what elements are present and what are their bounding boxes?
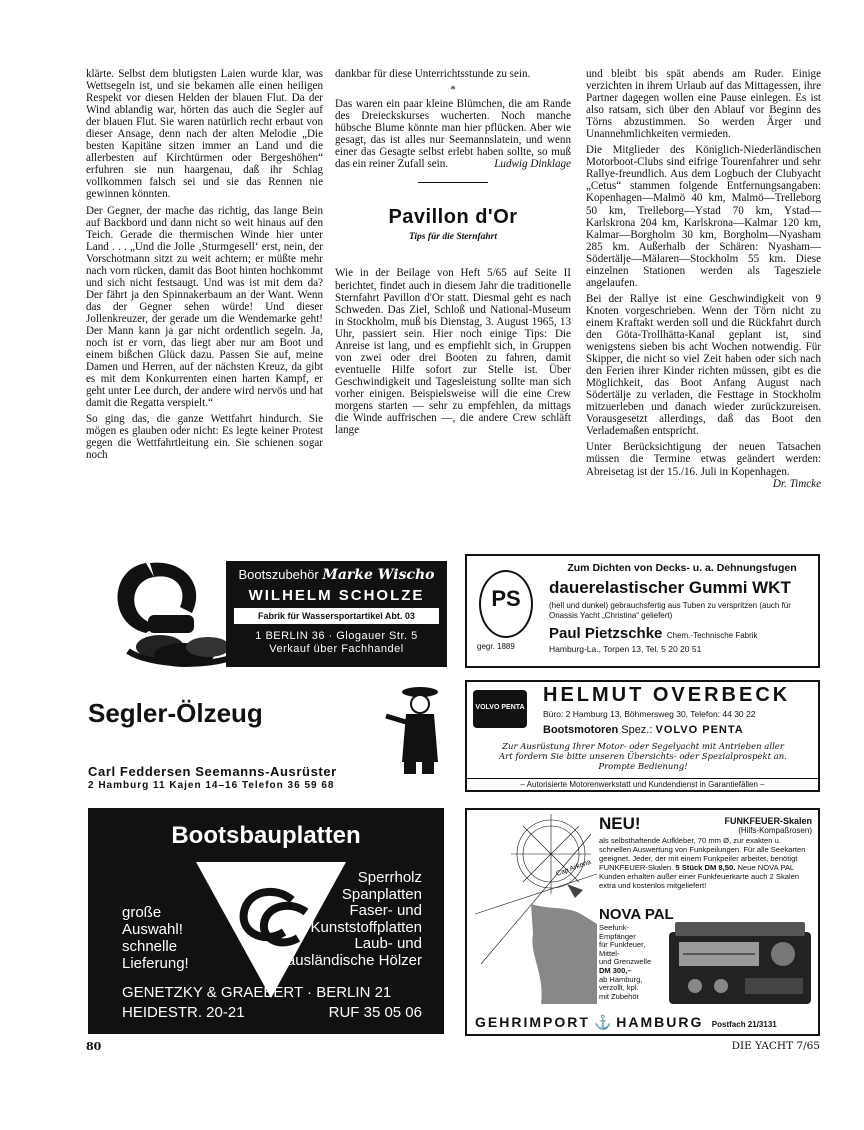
right-line: Sperrholz [357,869,422,886]
journal-issue: DIE YACHT 7/65 [731,1040,820,1052]
spec-price: DM 300,– [599,965,632,975]
pietzschke-headline: dauerelastischer Gummi WKT [549,578,791,597]
left-line: schnelle [122,938,178,955]
genetzky-phone: RUF 35 05 06 [328,1004,422,1021]
genetzky-firm: GENETZKY & GRAEBERT · BERLIN 21 [122,984,392,1001]
pietzschke-founded: gegr. 1889 [477,642,515,651]
ad-carl-feddersen [88,684,446,796]
section-separator-star: * [450,84,456,97]
right-line: ausländische Hölzer [286,951,422,969]
gehrimport-neu: NEU! [599,814,641,833]
nova-pal-spec [599,924,651,1001]
spec-line: verzollt, kpl. [599,983,639,993]
paragraph-text: Unter Berücksichtigung der neuen Tatsachen müssen die Termine etwas geändert werden: Abreisetag ist der 15./16. Juli in Kopenhagen. [586,441,821,478]
overbeck-description [473,742,813,772]
spec-line: mit Zubehör [599,991,640,1001]
sailor-figure [384,684,444,776]
ad-paul-pietzschke [465,554,820,668]
spec-line: Seefunk- [599,923,630,932]
pietzschke-logo [479,570,533,638]
scholze-address: 1 BERLIN 36 · Glogauer Str. 5 [255,630,418,642]
genetzky-left-text [122,904,189,972]
author-signature: Ludwig Dinklage [494,158,571,171]
page-number: 80 [86,1040,102,1053]
spec-line: ab Hamburg, [599,974,643,984]
scholze-subline: Fabrik für Wassersportartikel Abt. 03 [234,608,439,624]
overbeck-spez: Spez.: [621,724,653,736]
right-line: Kunststoffplatten [310,918,422,936]
scholze-sales-note: Verkauf über Fachhandel [269,643,404,655]
ad-gehrimport [465,808,820,1036]
paragraph [586,441,821,490]
article-subtitle: Tips für die Sternfahrt [408,232,498,243]
feddersen-name: Carl Feddersen Seemanns-Ausrüster [88,764,337,779]
ad-genetzky-graebert [88,808,444,1034]
article-column-3 [586,68,821,490]
overbeck-footnote: – Autorisierte Motorenwerkstatt und Kundendienst in Garantiefällen – [467,778,818,789]
paragraph: Bei der Rallye ist eine Geschwindigkeit von 9 Knoten vorgeschrieben. Wenn der Törn nicht zu einem Kraftakt werden soll und die Rückfahrt durch den Göta-Trollhätta-Kanal geplant ist, sind wenigstens sieben bis acht Wochen notwendig. Für Skipper, die nicht so viel Zeit haben oder sich nach den Ferien ihrer Kinder richten müssen, gibt es die Möglichkeit, das Boot Anfang August nach Södertälje zu verladen, die Festtage in Stockholm mitzuerleben und danach wieder zurückzureisen. Vorausgesetzt allerdings, daß das Boot den Verlademaßen entspricht. [586,292,821,438]
gehrimport-footer [475,1014,815,1032]
description-text: Neue NOVA PAL Kunden erhalten außer einer Funkfeuerkarte auch 2 Skalen extra und kostenlos mitgeliefert! [599,863,800,890]
right-line: Faser- und [349,902,422,920]
spec-line: Mittel- [599,948,620,958]
overbeck-address: Büro: 2 Hamburg 13, Böhmersweg 30, Telefon: 44 30 22 [543,709,756,719]
gehrimport-city: HAMBURG [616,1014,704,1030]
left-line: Lieferung! [122,955,189,972]
left-line: Auswahl! [122,921,183,938]
paragraph: Wie in der Beilage von Heft 5/65 auf Seite II berichtet, findet auch in diesem Jahr die traditionelle Sternfahrt Pavillon d'Or statt. Diesmal geht es nach Schweden. Das Ziel, Schloß und National-Museum in Stockholm, muß bis Dienstag, 3. August 1965, 13 Uhr, passiert sein. Hier noch einige Tips: Die Anreise ist lang, und es empfiehlt sich, in Gruppen von zwei oder drei Booten zu fahren, damit eventuelle Hilfe sofort zur Stelle ist. Über Geschwindigkeit und Tagesleistung sollte man sich vorher einigen. Beispielsweise will die eine Crew morgens starten — sehr zu empfehlen, da mittags die Winde auffrischen —, die andere Crew schläft lange [335,267,571,437]
overbeck-brand: VOLVO PENTA [655,724,744,736]
volvo-penta-logo [473,690,527,728]
price-text: 5 Stück DM 8,50. [675,863,736,872]
overbeck-product: Bootsmotoren [543,724,619,736]
ad-helmut-overbeck [465,680,820,792]
chart-map-illustration [471,814,601,1004]
scholze-brand: Marke Wischo [322,567,435,583]
pietzschke-suffix: Chem.-Technische Fabrik [666,631,758,640]
genetzky-right-text [287,870,422,970]
article-column-2 [335,68,571,440]
paragraph: Die Mitglieder des Königlich-Niederländischen Motorboot-Clubs sind eifrige Tourenfahrer und sehr Rallye-freundlich. Aus dem Logbuch der Clubyacht „Cetus“ stammen folgende Entfernungsangaben: Kopenhagen—Malmö 40 km, Malmö—Trelleborg 50 km, Trelleborg—Ystad 70 km, Ystad—Karlskrona 204 km, Karlskrona—Kalmar 120 km, Kalmar—Borgholm 30 km, Borgholm—Nyasham 285 km. Außerhalb der Schären: Nyasham—Södertälje—Mälaren—Stockholm 55 km. Diese einzelnen Stationen werden als Tagesziele angelaufen. [586,144,821,289]
article-column-1 [86,68,323,466]
paragraph: klärte. Selbst dem blutigsten Laien wurde klar, was Wettsegeln ist, und sie bekamen alle einen heiligen Respekt vor diesen Helden der blauen Flut. Da der Wind ablandig war, hörten das auch die Segler auf der blauen Flut. Sie waren natürlich recht erbaut von dieser Ansage, denn nach der alten Melodie „Die besten Kapitäne sitzen immer an Land und die allerbesten auf Kirchtürmen oder Bergeshöhen“ erfuhren sie nun haargenau, daß ihr Schlag vollkommen falsch sei und sie das Rennen nie gewinnen könnten. [86,68,323,201]
pietzschke-topline: Zum Dichten von Decks- u. a. Dehnungsfugen [567,562,797,574]
paragraph: dankbar für diese Unterrichtsstunde zu sein. [335,68,531,80]
spec-line: für Funkfeuer, [599,940,646,950]
gehrimport-firm: GEHRIMPORT [475,1014,590,1030]
scholze-name: WILHELM SCHOLZE [248,587,425,604]
right-line: Laub- und [354,935,422,953]
section-divider [418,182,488,183]
pietzschke-name: Paul Pietzschke [549,625,663,642]
nova-pal-title: NOVA PAL [599,906,674,923]
logo-text: VOLVO PENTA [475,704,525,711]
paragraph: und bleibt bis spät abends am Ruder. Einige verzichten in ihrem Urlaub auf das Mittagessen, ihre Partner dagegen wollen eine Pause einlegen. Es ist also ratsam, sich über den Ablauf vor Beginn des Törns abzustimmen. So werden Ärger und Unannehmlichkeiten vermieden. [586,68,821,141]
pietzschke-description: (hell und dunkel) gebrauchsfertig aus Tuben zu verspritzen (auch für Onassis Yacht „Christina“ geliefert) [549,601,791,620]
right-line: Spanplatten [341,885,422,903]
paragraph [335,98,571,170]
map-place-label: Cap Arkona [555,858,593,878]
anchor-icon: ⚓ [594,1014,612,1030]
pietzschke-address: Hamburg-La., Torpen 13, Tel. 5 20 20 51 [549,644,702,654]
author-signature: Dr. Timcke [772,477,821,490]
spec-line: und Grenzwelle [599,957,652,967]
description-line: Prompte Bedienung! [598,762,688,772]
gehrimport-title-sub: (Hilfs-Kompaßrosen) [738,826,812,835]
overbeck-name: HELMUT OVERBECK [543,684,791,706]
description-line: Art fordern Sie bitte unseren Übersichts- oder Spezialprospekt an. [499,752,787,762]
genetzky-title: Bootsbauplatten [171,822,361,849]
left-line: große [122,904,162,921]
article-title: Pavillon d'Or [388,206,518,229]
paragraph-text: Das waren ein paar kleine Blümchen, die am Rande des Dreieckskurses wucherten. Noch manche hübsche Blume könnte man hier pflücken. Aber wie gesagt, das ist alles nur Seemannslatein, und wenn einer das Gesagte selbst erlebt haben sollte, so muß das ein reiner Zufall sein. [335,98,571,171]
scholze-panel [226,561,447,667]
feddersen-address: 2 Hamburg 11 Kajen 14–16 Telefon 36 59 68 [88,780,335,791]
paragraph: Der Gegner, der mache das richtig, das lange Bein auf Backbord und dann nicht so weit hinaus auf den Teich. Gerade die thermischen Winde hier unter Land . . . „Und die Jolle ‚Sturmgesell‘ erst, nein, der Vorschotmann sitzt zu weit achtern; er müßte mehr nach vorn rücken, damit das Boot hinten hochkommt und sich nicht festsaugt. Und was ist mit dem da? Der fährt ja den Spinnakerbaum an der Want. Wenn das der Gegner sehen würde! Und dieser Jollenkreuzer, der gerade um die Wendemarke geht! Der Mann kann ja gar nicht ordentlich segeln. Ja, noch ist er vorn, das liegt aber nur am Boot und einem bißchen Glück dazu. Passen Sie auf, meine Damen und Herren, auf der nächsten Kreuz, da gibt es mit dem Konkurrenten einen harten Kampf, er geht unter Lee durch, der andere wird nervös und hat damit die Regatta verspielt.“ [86,204,323,410]
radio-receiver-image [665,918,815,1008]
feddersen-headline: Segler-Ölzeug [88,698,263,728]
ad-wilhelm-scholze [88,555,447,671]
logo-monogram: PS [491,586,521,611]
description-text: als selbsthaftende Aufkleber, 70 mm Ø, zur exakten u. schnellen Auswertung von Funkpeilungen. Für alle Seekarten geeignet. Jeder, der mit einem Funkpeiler arbeitet, benötigt FUNKFEUER-Skalen. [599,836,806,872]
genetzky-street: HEIDESTR. 20-21 [122,1004,245,1021]
scholze-line1: Bootszubehör [238,567,319,582]
gehrimport-description [599,836,813,890]
description-line: Zur Ausrüstung Ihrer Motor- oder Segelyacht mit Antrieben aller [502,742,784,752]
paragraph: So ging das, die ganze Wettfahrt hindurch. Sie mögen es glauben oder nicht: Es legte keiner Protest gegen die Wettfahrtleitung ein. Sie schienen sogar noch [86,413,323,462]
gehrimport-title: FUNKFEUER-Skalen [724,816,812,826]
gehrimport-pobox: Postfach 21/3131 [711,1020,777,1029]
spec-line: Empfänger [599,931,636,941]
